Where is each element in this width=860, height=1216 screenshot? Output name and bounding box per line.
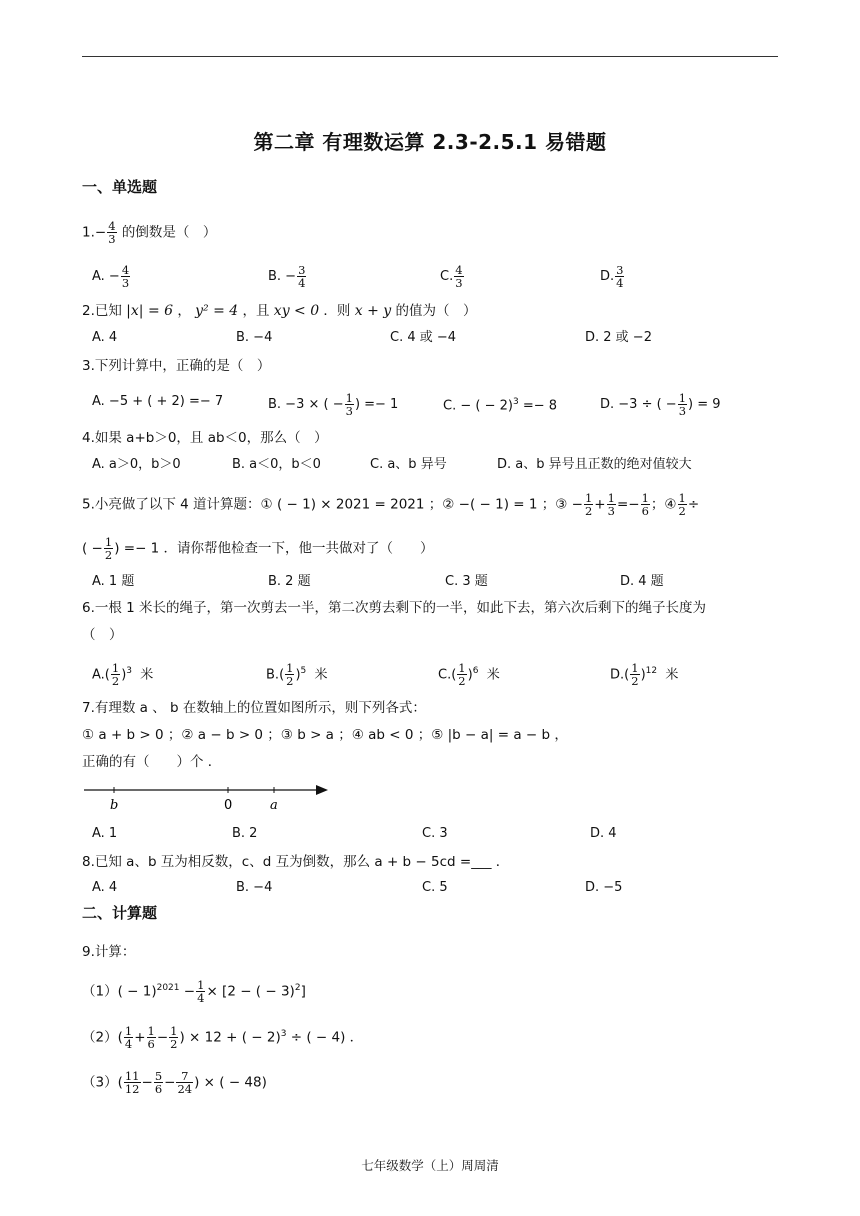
- fraction: $\frac{1}{4}$: [124, 1024, 133, 1051]
- opt-label: A.: [92, 667, 105, 683]
- fraction: $\frac{1}{2}$: [631, 661, 639, 689]
- fraction: $\frac{4}{3}$: [455, 263, 463, 290]
- question-4: 4.如果 a+b＞0，且 ab＜0，那么（ ）: [82, 430, 328, 446]
- question-7-line1: 7.有理数 a 、 b 在数轴上的位置如图所示，则下列各式：: [82, 700, 426, 716]
- q1-option-b[interactable]: [268, 264, 307, 289]
- q9-text: −: [141, 1074, 153, 1091]
- number-line-figure: [82, 780, 332, 814]
- page-title: 第二章 有理数运算 2.3-2.5.1 易错题: [253, 130, 607, 154]
- q8-option-d[interactable]: D. −5: [585, 880, 623, 895]
- label-a: a: [270, 798, 278, 813]
- q7-option-c[interactable]: C. 3: [422, 826, 448, 841]
- q3-option-a[interactable]: A. −5 + ( + 2) =− 7: [92, 394, 224, 409]
- q3-option-c[interactable]: C. − ( − 2)$^3$ =− 8: [443, 397, 558, 414]
- q6-option-c[interactable]: C.( $\frac{1}{2}$ )$^6$ 米: [438, 661, 500, 689]
- question-5-line2: [82, 536, 434, 561]
- question-9: 9.计算：: [82, 944, 136, 960]
- q9-text: ) × 12 + ( − 2): [179, 1029, 281, 1046]
- q7-option-d[interactable]: D. 4: [590, 826, 617, 841]
- q2-text: ，: [173, 303, 196, 319]
- q6-option-d[interactable]: D.( $\frac{1}{2}$ )$^{12}$ 米: [610, 661, 679, 689]
- fraction: $\frac{7}{24}$: [177, 1069, 193, 1096]
- opt-label: C.: [440, 269, 454, 284]
- unit-label: 米: [140, 667, 154, 683]
- q1-option-a[interactable]: [92, 264, 131, 289]
- q9-text: −: [156, 1029, 169, 1046]
- fraction: $\frac{4}{3}$: [121, 263, 130, 290]
- q6-option-b[interactable]: B.( $\frac{1}{2}$ )$^5$ 米: [266, 661, 328, 689]
- q9-text: （2）(: [82, 1029, 123, 1046]
- fraction: $\frac{1}{2}$: [286, 661, 294, 689]
- fraction: $\frac{1}{6}$: [147, 1024, 155, 1051]
- q4-option-b[interactable]: B. a＜0，b＜0: [232, 457, 321, 472]
- q3-option-d[interactable]: [600, 392, 721, 417]
- label-b: b: [110, 798, 119, 813]
- q1-suffix: 的倒数是（ ）: [117, 224, 217, 241]
- q5-text: 5.小亮做了以下 4 道计算题：① ( − 1) × 2021 = 2021 ；② −( − 1) = 1 ；③ −: [82, 496, 583, 513]
- q5-option-b[interactable]: B. 2 题: [268, 574, 311, 589]
- fraction: $\frac{1}{6}$: [641, 491, 649, 518]
- question-5-line1: 5.小亮做了以下 4 道计算题：① ( − 1) × 2021 = 2021 ；② −( − 1) = 1 ；③ − $\frac{1}{2}$ + $\frac{1}{3}$ =− $\frac{1}{6}$ ；④ $\frac{1}{2}$ ÷: [82, 491, 700, 518]
- fraction: $\frac{1}{2}$: [170, 1024, 178, 1051]
- q9-text: ÷ ( − 4) ．: [286, 1029, 364, 1046]
- opt-text: ) = 9: [688, 397, 721, 412]
- question-8: 8.已知 a、b 互为相反数，c、d 互为倒数，那么 a + b − 5cd =___ ．: [82, 854, 510, 870]
- q5-text: =−: [616, 496, 640, 513]
- q9-part-2: [82, 1024, 363, 1050]
- section-heading-calculation: 二、计算题: [82, 904, 158, 922]
- section-heading-single-choice: 一、单选题: [82, 178, 158, 196]
- exponent: 6: [472, 666, 479, 676]
- opt-label: B. −: [268, 269, 297, 284]
- q9-text: （1）( − 1): [82, 983, 157, 1000]
- q9-text: × [2 − ( − 3): [206, 983, 295, 1000]
- question-7-line2: ① a + b > 0 ；② a − b > 0 ；③ b > a ；④ ab < 0 ；⑤ |b − a| = a − b ，: [82, 727, 568, 743]
- q9-text: −: [164, 1074, 176, 1091]
- fraction: $\frac{1}{4}$: [197, 978, 205, 1005]
- opt-text: ) =− 1: [354, 397, 399, 412]
- q2-option-b[interactable]: B. −4: [236, 330, 273, 345]
- q2-math: y² = 4: [195, 303, 239, 319]
- opt-text: D. −3 ÷ ( −: [600, 397, 677, 412]
- fraction: $\frac{1}{2}$: [678, 491, 686, 518]
- q7-option-a[interactable]: A. 1: [92, 826, 118, 841]
- fraction: $\frac{1}{2}$: [104, 535, 113, 562]
- fraction: $\frac{1}{3}$: [607, 491, 615, 518]
- question-6-line2: （ ）: [82, 627, 123, 643]
- opt-label: B.: [266, 667, 280, 683]
- exponent: 5: [300, 666, 307, 676]
- q2-option-a[interactable]: A. 4: [92, 330, 118, 345]
- q2-option-c[interactable]: C. 4 或 −4: [390, 330, 457, 345]
- label-zero: 0: [224, 798, 233, 813]
- fraction: $\frac{1}{2}$: [458, 661, 466, 689]
- question-6-line1: 6.一根 1 米长的绳子，第一次剪去一半，第二次剪去剩下的一半，如此下去，第六次后剩下的绳子长度为: [82, 600, 707, 616]
- q5-text: ；④: [650, 496, 677, 513]
- opt-label: C.: [438, 667, 452, 683]
- q2-option-d[interactable]: D. 2 或 −2: [585, 330, 652, 345]
- opt-text: B. −3 × ( −: [268, 397, 344, 412]
- exponent: 2021: [156, 983, 180, 993]
- opt-label: A. −: [92, 269, 120, 284]
- question-1: [82, 220, 216, 245]
- q9-text: （3）(: [82, 1074, 123, 1091]
- q5-option-c[interactable]: C. 3 题: [445, 574, 488, 589]
- fraction: $\frac{5}{6}$: [154, 1069, 163, 1096]
- q4-option-a[interactable]: A. a＞0，b＞0: [92, 457, 181, 472]
- q8-option-a[interactable]: A. 4: [92, 880, 118, 895]
- opt-label: D.: [610, 667, 625, 683]
- q1-prefix: 1.−: [82, 224, 107, 241]
- exponent: 12: [645, 666, 658, 676]
- q6-option-a[interactable]: A.( $\frac{1}{2}$ )$^3$ 米: [92, 661, 154, 689]
- fraction: $\frac{11}{12}$: [124, 1069, 140, 1096]
- question-3: 3.下列计算中，正确的是（ ）: [82, 358, 271, 374]
- unit-label: 米: [665, 667, 679, 683]
- fraction: $\frac{1}{2}$: [584, 491, 593, 518]
- opt-text: C. − ( − 2): [443, 398, 513, 414]
- q7-option-b[interactable]: B. 2: [232, 826, 258, 841]
- q8-option-c[interactable]: C. 5: [422, 880, 448, 895]
- fraction: $\frac{3}{4}$: [298, 263, 306, 290]
- exponent: 3: [126, 666, 133, 676]
- question-2: [82, 301, 476, 321]
- q5-text: ÷: [687, 496, 700, 513]
- fraction: $\frac{1}{3}$: [345, 391, 353, 418]
- q2-text: ，且: [238, 303, 274, 319]
- q9-part-1: [82, 978, 306, 1004]
- page-footer: 七年级数学（上）周周清: [361, 1158, 499, 1173]
- q4-option-c[interactable]: C. a、b 异号: [370, 457, 447, 472]
- q9-text: +: [134, 1029, 146, 1046]
- q8-option-b[interactable]: B. −4: [236, 880, 273, 895]
- q2-math: |x| = 6: [126, 303, 174, 319]
- q5-option-a[interactable]: A. 1 题: [92, 574, 135, 589]
- q2-text: 2.已知: [82, 303, 127, 319]
- q1-option-c[interactable]: [440, 264, 465, 289]
- q2-text: ．则: [319, 303, 355, 319]
- opt-text: =− 8: [518, 398, 558, 414]
- unit-label: 米: [314, 667, 328, 683]
- q2-math: xy < 0: [273, 303, 320, 319]
- number-line-arrow: [316, 785, 328, 795]
- question-7-line3: 正确的有（ ）个 ．: [82, 754, 222, 770]
- q9-text: ) × ( − 48): [194, 1074, 267, 1091]
- q9-text: −: [179, 983, 196, 1000]
- opt-label: D.: [600, 269, 615, 284]
- fraction: $\frac{3}{4}$: [616, 263, 624, 290]
- header-rule: [82, 56, 778, 57]
- q1-option-d[interactable]: [600, 264, 625, 289]
- q5-text: ( −: [82, 540, 103, 557]
- q5-option-d[interactable]: D. 4 题: [620, 574, 664, 589]
- exponent: 3: [280, 1029, 287, 1039]
- q4-option-d[interactable]: D. a、b 异号且正数的绝对值较大: [497, 457, 692, 472]
- fraction: $\frac{1}{2}$: [111, 661, 120, 689]
- q2-text: 的值为（ ）: [391, 303, 477, 319]
- fraction: $\frac{1}{3}$: [678, 391, 687, 418]
- fraction: $\frac{4}{3}$: [108, 219, 116, 246]
- q9-part-3: [82, 1070, 267, 1095]
- q5-text: ) =− 1 ．请你帮他检查一下，他一共做对了（ ）: [114, 540, 434, 557]
- q3-option-b[interactable]: [268, 392, 398, 417]
- q9-text: ]: [300, 983, 306, 1000]
- q2-math: x + y: [354, 303, 392, 319]
- unit-label: 米: [486, 667, 500, 683]
- exponent: 2: [294, 983, 301, 993]
